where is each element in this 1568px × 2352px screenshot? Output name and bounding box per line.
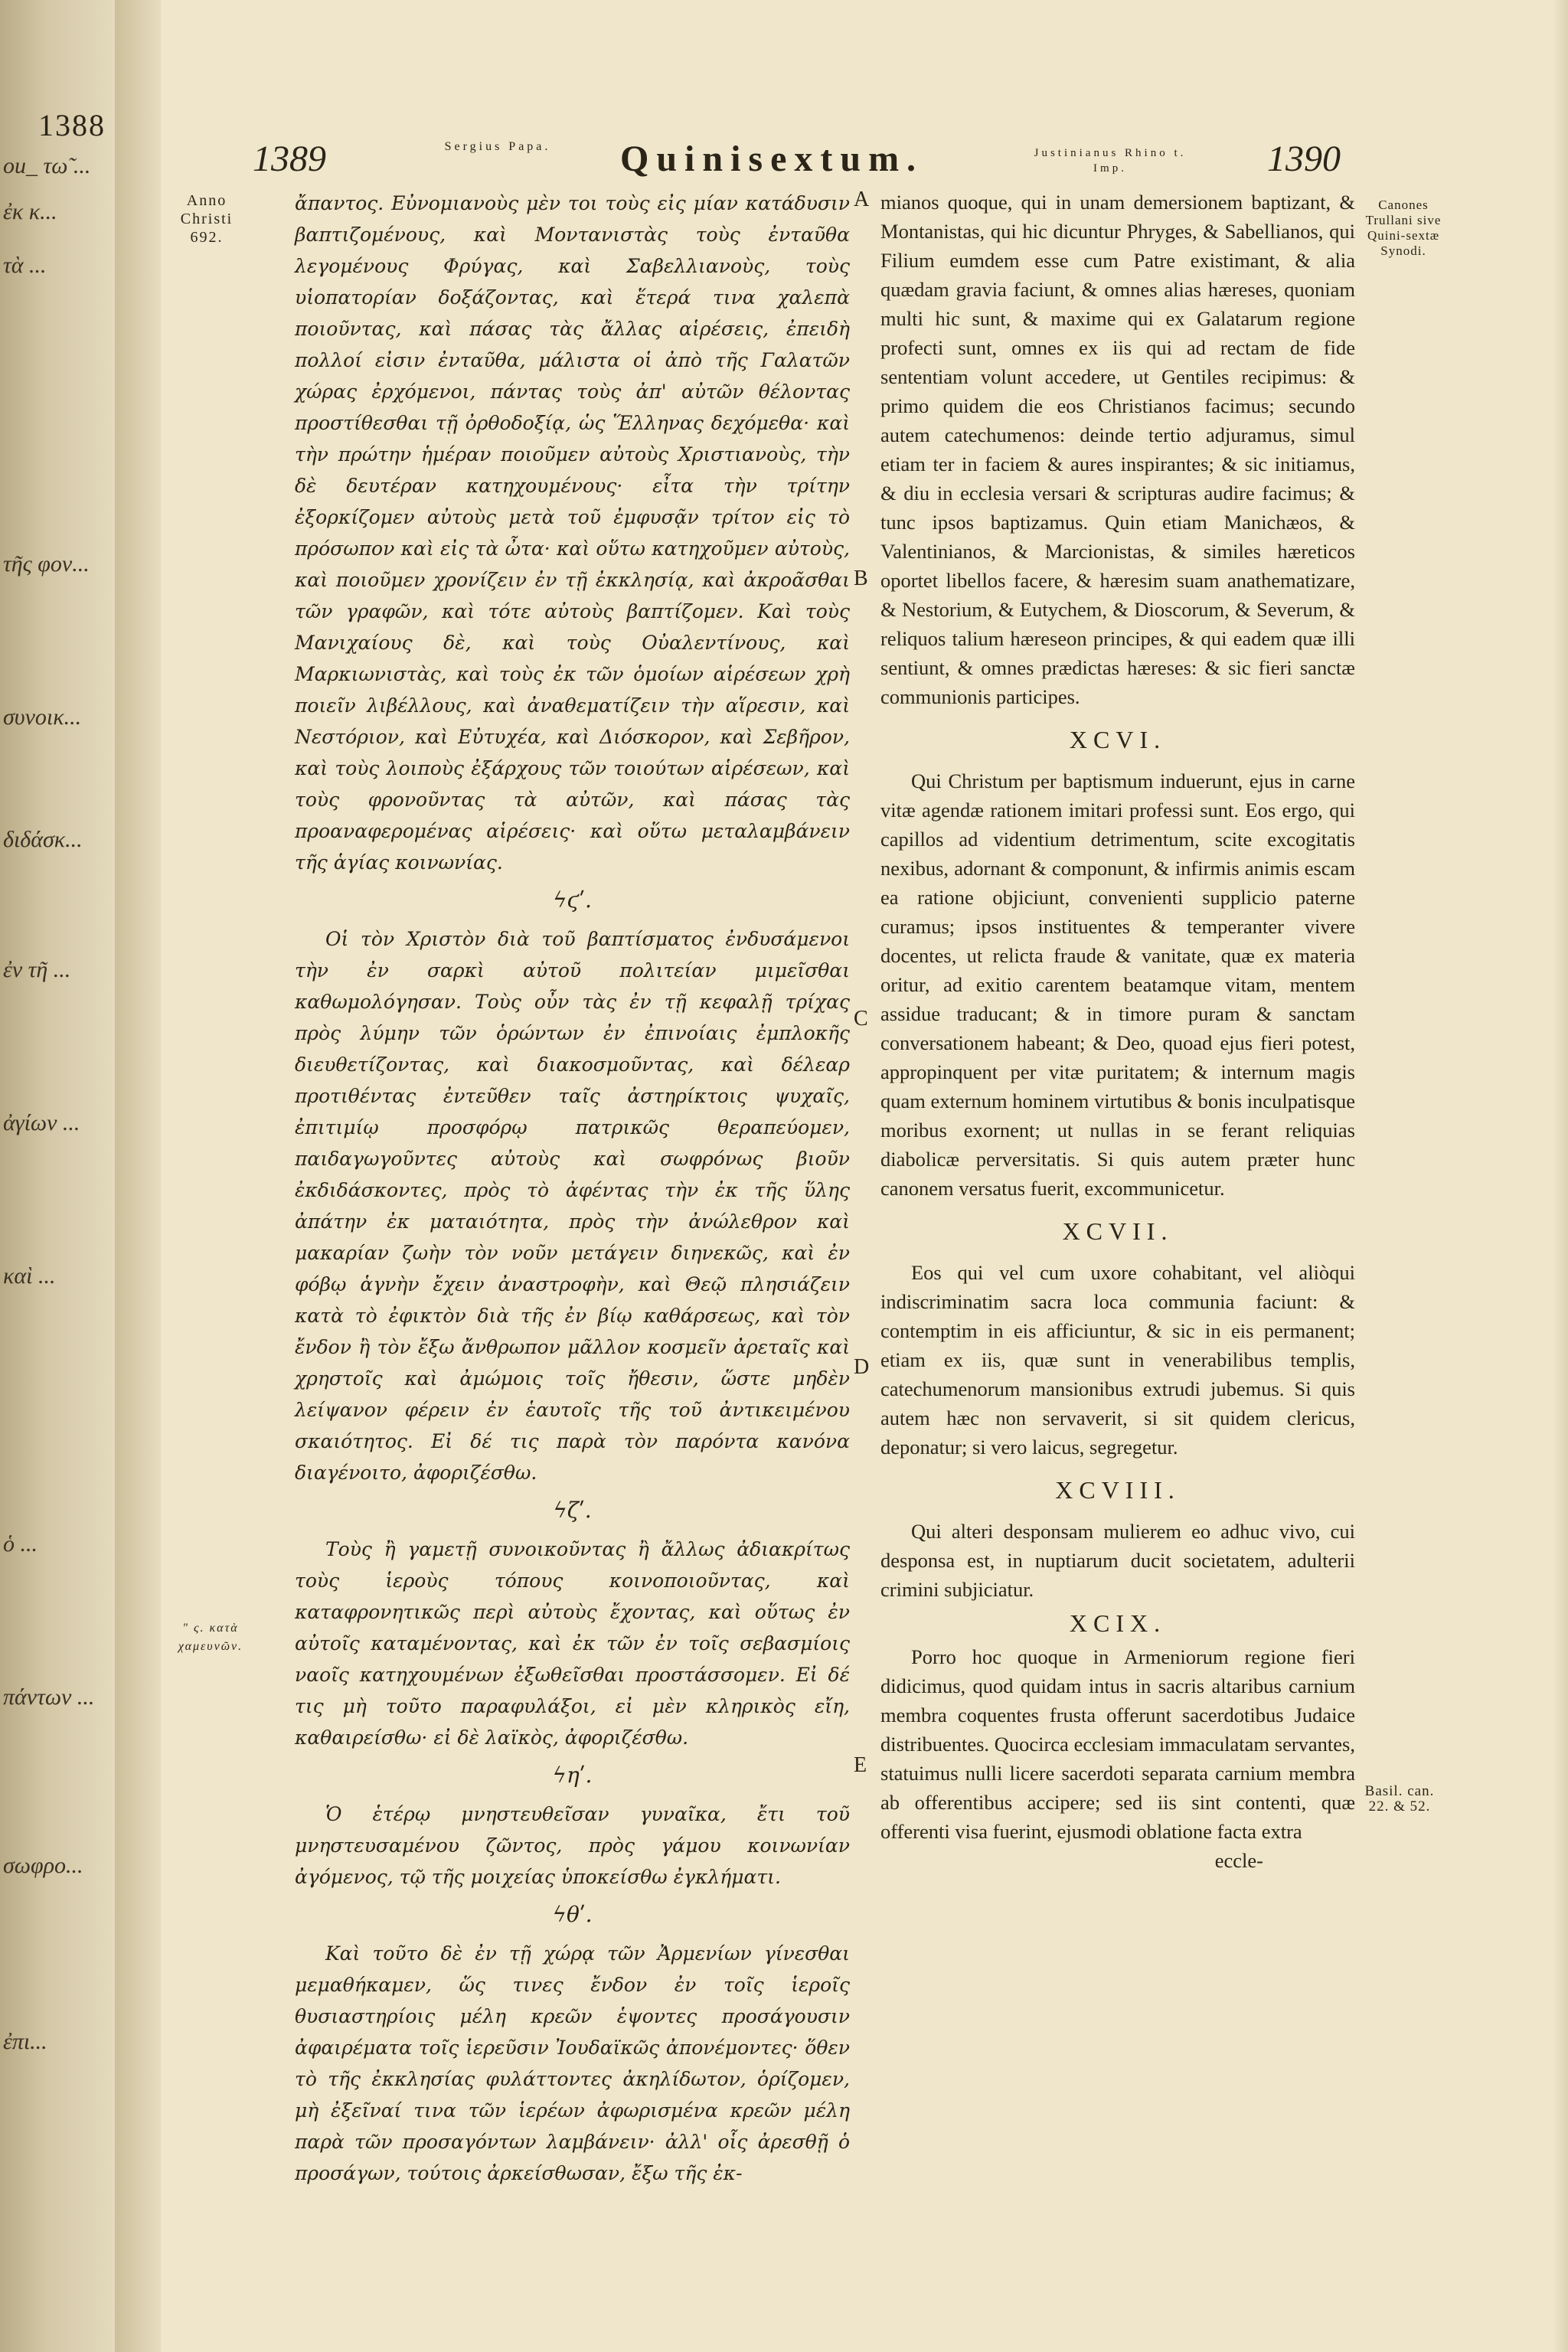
page-number-left: 1389 (253, 139, 326, 179)
year-note: Anno Christi 692. (180, 192, 234, 246)
greek-canon-98: Ὁ ἑτέρῳ μνηστευθεῖσαν γυναῖκα, ἔτι τοῦ μνηστευσαμένου ζῶντος, πρὸς γάμου κοινωνίαν ἀγόμενος, τῷ τῆς μοιχείας ὑποκείσθω ἐγκλήματι. (295, 1803, 850, 1888)
page-fold (1553, 0, 1568, 2352)
left-page-fragment: ou_ τω̃ ... (3, 153, 91, 178)
latin-canon-number-97: XCVII. (1062, 1217, 1174, 1245)
greek-canon-99: Καὶ τοῦτο δὲ ἐν τῇ χώρᾳ τῶν Ἀρμενίων γίνεσθαι μεμαθήκαμεν, ὥς τινες ἔνδον ἐν τοῖς ἱεροῖς θυσιαστηρίοις μέλη κρεῶν ἑψοντες προσάγουσιν ἀφαιρέματα τοῖς ἱερεῦσιν Ἰουδαϊκῶς ἀπονέμοντες· ὅθεν τὸ τῆς ἐκκλησίας φυλάττοντες ἀκηλίδωτον, ὁρίζομεν, μὴ ἐξεῖναί τινα τῶν ἱερέων ἀφωρισμένα κρεῶν μέλη παρὰ τῶν προσαγόντων λαμβάνειν· ἀλλ' οἷς ἀρεσθῇ ὁ προσάγων, τούτοις ἀρκείσθωσαν, ἔξω τῆς ἐκ- (295, 1942, 850, 2184)
left-page-fragment: ἐν τῆ ... (3, 957, 71, 982)
latin-canon-99: Porro hoc quoque in Armeniorum regione fieri didicimus, quod quidam intus in sacris altaribus carnium membra coquentes frusta offerunt sacerdotibus Judaice distribuentes. Quocirca ecclesiam immaculatam servantes, statuimus nulli licere sacerdoti separata carnium membra ab offerentibus accipere; sed iis sint contenti, quæ offerenti visa fuerint, ejusmodi oblatione facta extra (880, 1645, 1355, 1843)
latin-canon-98: Qui alteri desponsam mulierem eo adhuc vivo, cui desponsa est, in nuptiarum ducit societatem, adulterii crimini subjiciatur. (880, 1520, 1355, 1601)
greek-canon-number-99: ϟθʹ. (552, 1902, 593, 1927)
basil-note: Basil. can. 22. & 52. (1364, 1783, 1435, 1815)
running-head-left: Sergius Papa. (444, 140, 551, 153)
left-page-fragment: ἐκ κ... (3, 199, 57, 224)
greek-canon-96: Οἱ τὸν Χριστὸν διὰ τοῦ βαπτίσματος ἐνδυσάμενοι τὴν ἐν σαρκὶ αὐτοῦ πολιτείαν μιμεῖσθαι καθωμολόγησαν. Τοὺς οὖν τὰς ἐν τῇ κεφαλῇ τρίχας πρὸς λύμην τῶν ὁρώντων ἐν ἐπινοίαις ἐμπλοκῆς διευθετίζοντας, καὶ διακοσμοῦντας, καὶ δέλεαρ προτιθέντας ἐντεῦθεν ταῖς ἀστηρίκτοις ψυχαῖς, ἐπιτιμίῳ προσφόρῳ πατρικῶς θεραπεύομεν, παιδαγωγοῦντες αὐτοὺς καὶ σωφρόνως βιοῦν ἐκδιδάσκοντες, πρὸς τὸ ἀφέντας τὴν ἐκ τῆς ὕλης ἀπάτην ἐκ ματαιότητα, πρὸς τὴν ἀνώλεθρον καὶ μακαρίαν ζωὴν τὸν νοῦν μετάγειν διηνεκῶς, καὶ ἐν φόβῳ ἁγνὴν ἔχειν ἀναστροφὴν, καὶ Θεῷ πλησιάζειν κατὰ τὸ ἐφικτὸν διὰ τῆς ἐν βίῳ καθάρσεως, καὶ τὸν ἔνδον ἢ τὸν ἔξω ἄνθρωπον μᾶλλον κοσμεῖν ἀρεταῖς καὶ χρηστοῖς καὶ ἀμώμοις τοῖς ἤθεσιν, ὥστε μηδὲν λείψανον φέρειν ἐν ἑαυτοῖς τῆς τοῦ ἀντικειμένου σκαιότητος. Εἰ δέ τις παρὰ τὸν παρόντα κανόνα διαγένοιτο, ἀφοριζέσθω. (295, 928, 850, 1484)
greek-canon-number-97: ϟζʹ. (553, 1498, 592, 1523)
section-letter-a: A (854, 188, 870, 211)
page-title: Quinisextum. (620, 139, 924, 179)
greek-column (295, 188, 850, 2189)
left-page-fragment: τὰ ... (3, 253, 47, 278)
greek-canon-number-96: ϟϛʹ. (553, 887, 592, 913)
greek-variant-note: " ς. κατὰ χαμευνῶν. (178, 1622, 243, 1653)
greek-canon-95-end: ἄπαντος. Εὐνομιανοὺς μὲν τοι τοὺς εἰς μίαν κατάδυσιν βαπτιζομένους, καὶ Μοντανιστὰς τοὺς ἐνταῦθα λεγομένους Φρύγας, καὶ Σαβελλιανοὺς, τοὺς υἱοπατορίαν δοξάζοντας, καὶ ἕτερά τινα χαλεπὰ ποιοῦντας, καὶ πάσας τὰς ἄλλας αἱρέσεις, ἐπειδὴ πολλοί εἰσιν ἐνταῦθα, μάλιστα οἱ ἀπὸ τῆς Γαλατῶν χώρας ἐρχόμενοι, πάντας τοὺς ἀπ' αὐτῶν θέλοντας προστίθεσθαι τῇ ὀρθοδοξίᾳ, ὡς Ἕλληνας δεχόμεθα· καὶ τὴν πρώτην ἡμέραν ποιοῦμεν αὐτοὺς Χριστιανοὺς, τὴν δὲ δευτέραν κατηχουμένους· εἶτα τὴν τρίτην ἐξορκίζομεν αὐτοὺς μετὰ τοῦ ἐμφυσᾷν τρίτον εἰς τὸ πρόσωπον καὶ εἰς τὰ ὦτα· καὶ οὕτω κατηχοῦμεν αὐτοὺς, καὶ ποιοῦμεν χρονίζειν ἐν τῇ ἐκκλησίᾳ, καὶ ἀκροᾶσθαι τῶν γραφῶν, καὶ τότε αὐτοὺς βαπτίζομεν. Καὶ τοὺς Μανιχαίους δὲ, καὶ τοὺς Οὐαλεντίνους, καὶ Μαρκιωνιστὰς, καὶ τοὺς ἐκ τῶν ὁμοίων αἱρέσεων χρὴ ποιεῖν λιβέλλους, καὶ ἀναθεματίζειν τὴν αἵρεσιν, καὶ Νεστόριον, καὶ Εὐτυχέα, καὶ Διόσκορον, καὶ Σεβῆρον, καὶ τοὺς λοιποὺς ἐξάρχους τῶν τοιούτων αἱρέσεων, καὶ τοὺς φρονοῦντας τὰ αὐτῶν, καὶ πάσας τὰς προαναφερομένας αἱρέσεις· καὶ οὕτω μεταλαμβάνειν τῆς ἁγίας κοινωνίας. (295, 192, 850, 874)
left-page-fragment: συνοικ... (3, 704, 82, 730)
left-page-fragment: ὁ ... (3, 1531, 38, 1557)
left-page-fragment: πάντων ... (3, 1684, 95, 1710)
latin-canon-97: Eos qui vel cum uxore cohabitant, vel aliòqui indiscriminatim sacra loca communia faciunt: & contemptim in eis afficiuntur, & sic in eis permanent; etiam ex iis, quæ sunt in venerabilibus templis, catechumenorum mansionibus extrudi jubemus. Si quis autem hæc non servaverit, si sit quidem clericus, deponatur; si vero laicus, segregetur. (880, 1261, 1355, 1459)
latin-canon-95-end: mianos quoque, qui in unam demersionem baptizant, & Montanistas, qui hic dicuntur Phryges, & Sabellianos, qui Filium eumdem esse cum Patre existimant, & alia quædam gravia faciunt, & omnes alias hæreses, quoniam multi hic sunt, & maxime qui ex Galatarum regione profecti sunt, omnes ex iis qui ad rectam de fide sententiam volunt accedere, ut Gentiles recipimus: & primo quidem die eos Christianos facimus; secundo autem catechumenos: deinde tertio adjuramus, simul etiam ter in faciem & aures inspirantes; & sic initiamus, & diu in ecclesia versari & scripturas audire facimus; & tunc ipsos baptizamus. Quin etiam Manichæos, & Valentinianos, & Marcionistas, & similes hæreticos oportet libellos facere, & hæresim suam anathematizare, & Nestorium, & Eutychem, & Dioscorum, & Severum, & reliquos talium hæreseon principes, & qui eadem quæ illi sentiunt, & omnes prædictas hæreses: & sic fieri sanctæ communionis participes. (880, 191, 1355, 708)
left-page-fragment: καὶ ... (3, 1263, 56, 1289)
left-page-fragment: ἀγίων ... (3, 1110, 80, 1135)
left-page-fragment: διδάσκ... (3, 827, 83, 852)
section-letter-e: E (854, 1753, 867, 1777)
running-head-right: Justinianus Rhino t. Imp. (1034, 147, 1187, 175)
catchword: eccle- (1214, 1849, 1263, 1872)
greek-canon-97: Τοὺς ἢ γαμετῇ συνοικοῦντας ἢ ἄλλως ἀδιακρίτως τοὺς ἱεροὺς τόπους κοινοποιοῦντας, καὶ καταφρονητικῶς περὶ αὐτοὺς ἔχοντας, καὶ οὕτως ἐν αὐτοῖς καταμένοντας, καὶ ἐκ τῶν ἐν τοῖς σεβασμίοις ναοῖς κατηχουμένων ἐξωθεῖσθαι προστάσσομεν. Εἰ δέ τις μὴ τοῦτο παραφυλάξοι, εἰ μὲν κληρικὸς εἴη, καθαιρείσθω· εἰ δὲ λαϊκὸς, ἀφοριζέσθω. (295, 1538, 850, 1749)
left-page-fragment: σωφρο... (3, 1853, 83, 1878)
section-letter-d: D (854, 1355, 870, 1379)
left-page-number: 1388 (38, 108, 106, 142)
latin-column (880, 188, 1355, 1875)
latin-canon-number-96: XCVI. (1069, 726, 1167, 753)
section-letter-c: C (854, 1007, 868, 1031)
page-number-right: 1390 (1267, 139, 1341, 179)
canones-note: Canones Trullani sive Quini-sextæ Synodi. (1365, 198, 1442, 258)
latin-canon-96: Qui Christum per baptismum induerunt, ejus in carne vitæ agendæ rationem imitari professi sunt. Eos ergo, qui capillos ad videntium detrimentum, scite excogitatis nexibus, adornant & componunt, & infirmis animis escam ea ratione objiciunt, convenienti supplicio paterne curamus; ipsos instituentes & temperanter vivere docentes, ut relicta fraude & vanitate, quæ ex materia oritur, ad exitio carentem beatamque vitam, mentem assidue traducant; & in timore puram & sanctam conversationem habeant; & Deo, quoad ejus fieri potest, appropinquent per vitæ puritatem; & internum magis quam externum hominem virtutibus & bonis inculpatisque moribus exornent; ut nullas in se ferant reliquias diabolicæ perversitatis. Si quis autem præter hunc canonem versatus fuerit, excommunicetur. (880, 769, 1355, 1200)
latin-canon-number-99: XCIX. (1069, 1609, 1167, 1637)
book-gutter (115, 0, 161, 2352)
left-page-fragment: ἐπι... (3, 2029, 47, 2054)
section-letter-b: B (854, 567, 868, 590)
greek-canon-number-98: ϟηʹ. (552, 1762, 593, 1788)
latin-canon-number-98: XCVIII. (1055, 1476, 1181, 1504)
left-page-edge (0, 0, 116, 2352)
left-page-fragment: τῆς φον... (3, 551, 90, 577)
